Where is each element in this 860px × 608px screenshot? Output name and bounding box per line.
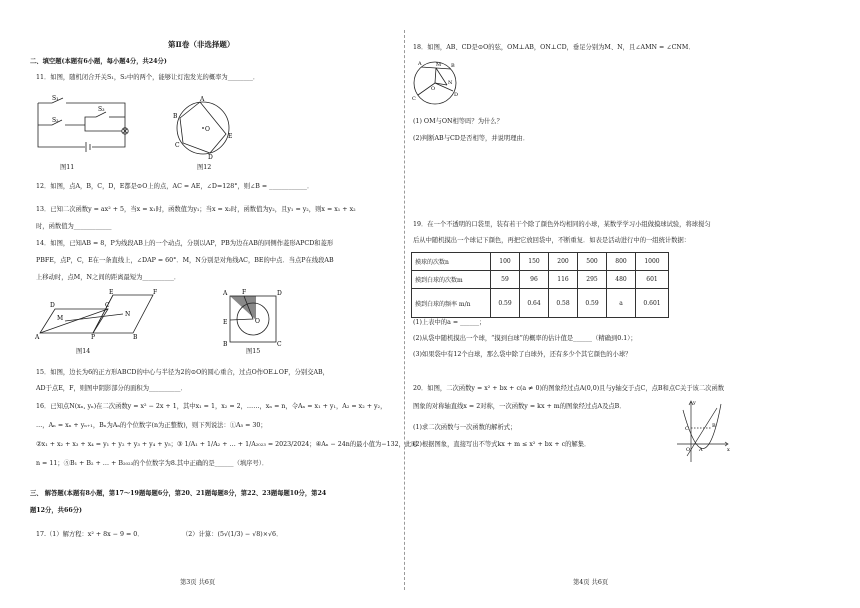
c-label: C — [175, 142, 180, 149]
right-page — [405, 0, 860, 608]
question-20-line1: 20．如图，二次函数y = x² + bx + c(a ≠ 0)的图象经过点A(0,0)且与y轴交于点C，点B和点C关于该二次函数 — [413, 385, 725, 392]
question-18: 18．如图，AB、CD是⊙O的弦，OM⊥AB，ON⊥CD，垂足分别为M、N，且∠AMN = ∠CNM． — [413, 44, 695, 51]
figure-20-graph — [675, 398, 731, 464]
figure-11-circuit — [30, 95, 140, 155]
row-label-frequency: 摸到白球的频率 m/n — [412, 289, 491, 318]
c-label: C — [412, 96, 416, 102]
x-label: x — [727, 447, 730, 453]
d-label: D — [208, 154, 213, 161]
left-page — [0, 0, 418, 608]
table-cell: 0.64 — [520, 289, 549, 318]
m-label: M — [436, 62, 442, 68]
o-label: O — [255, 318, 260, 325]
table-cell: 96 — [520, 271, 549, 289]
a-label: A — [418, 61, 422, 67]
o-label: O — [686, 447, 691, 453]
b-label: B — [133, 334, 138, 341]
p-label: P — [91, 334, 96, 341]
figure-12-caption: 图12 — [197, 164, 212, 171]
question-13-line1: 13．已知二次函数y = ax² + 5，当x = x₁时，函数值为y₁；当x = x₂时，函数值为y₂，且y₁ = y₂，则x = x₁ + x₂ — [36, 206, 356, 213]
question-17-part2: （2）计算：(5√(1/3) − √8)×√6． — [182, 531, 283, 538]
right-page-footer: 第4页 共6页 — [573, 579, 609, 586]
table-cell: 480 — [607, 271, 636, 289]
s3-label: S₃ — [98, 106, 105, 113]
question-20-sub2: (2)根据图象，直接写出不等式kx + m ≤ x² + bx + c的解集． — [413, 441, 591, 448]
question-18-sub1: (1) OM与ON相等吗？为什么？ — [413, 118, 503, 125]
s1-label: S₁ — [52, 95, 59, 102]
section-heading: 第Ⅱ卷（非选择题） — [168, 40, 235, 49]
question-16-line4: n = 11；⑤B₁ + B₂ + … + B₂₀₂₃的个位数字为8.其中正确的是______（填序号）． — [36, 460, 269, 467]
o-label: O — [431, 86, 436, 92]
c-label: C — [685, 426, 689, 432]
table-cell: 0.601 — [636, 289, 669, 318]
a-label: A — [200, 96, 205, 103]
f-label: F — [242, 289, 247, 296]
question-15-line1: 15．如图，边长为6的正方形ABCD的中心与半径为2的⊙O的圆心重合，过点O作OE⊥OF，分别交AB， — [36, 369, 329, 376]
question-14-line3: 上移动时，点M，N之间的距离最短为__________． — [36, 274, 181, 281]
table-cell: a — [607, 289, 636, 318]
n-label: N — [125, 311, 131, 318]
a-label: A — [699, 447, 703, 453]
table-cell: 295 — [578, 271, 607, 289]
figure-14-caption: 图14 — [76, 348, 91, 355]
question-14-line1: 14．如图，已知AB = 8，P为线段AB上的一个动点，分别以AP，PB为边在AB的同侧作菱形APCD和菱形 — [36, 240, 334, 247]
c-label: C — [277, 341, 282, 348]
part2-title: 二、填空题(本题有6小题，每小题4分，共24分) — [30, 58, 167, 65]
question-12: 12．如图，点A，B，C，D，E都是⊙O上的点，AC = AE，∠D=128°，则∠B = ____________． — [36, 183, 314, 190]
part3-title-line2: 题12分，共66分) — [30, 507, 82, 514]
question-15-line2: AD于点E，F，则图中阴影部分的面积为__________． — [36, 385, 187, 392]
e-label: E — [223, 319, 228, 326]
f-label: F — [153, 289, 158, 296]
question-17-part1: 17.（1）解方程：x² + 8x − 9 = 0． — [36, 531, 144, 538]
y-label: y — [693, 400, 696, 406]
figure-18-circle — [411, 57, 461, 109]
question-16-line2: …，Aₙ = xₙ + yₙ₊₁，Bₙ为Aₙ的个位数字(n为正整数)，则下列说法：①A₅ = 30； — [36, 422, 267, 429]
e-label: E — [228, 133, 233, 140]
question-14-line2: PBFE，点P，C，E在一条直线上，∠DAP = 60°．M，N分别是对角线AC，BE的中点．当点P在线段AB — [36, 257, 334, 264]
part3-title-line1: 三、 解答题(本题有8小题，第17～19题每题6分，第20、21题每题8分，第22、23题每题10分，第24 — [30, 490, 327, 497]
question-19-line2: 后从中随机摸出一个球记下颜色，再把它放回袋中，不断重复．如表是活动进行中的一组统计数据： — [413, 237, 691, 244]
question-11: 11．如图，随机闭合开关S₁，S₂中的两个，能够让灯泡发光的概率为________． — [36, 74, 260, 81]
table-cell: 0.59 — [491, 289, 520, 318]
table-row — [412, 289, 669, 318]
table-cell: 800 — [607, 253, 636, 271]
table-cell: 100 — [491, 253, 520, 271]
question-16-line3: ②x₁ + x₂ + x₃ + x₄ = y₁ + y₂ + y₃ + y₄ + y₅；③ 1/A₁ + 1/A₂ + … + 1/A₂₀₂₃ = 2023/2024；④Aₙ − 24n的最小值为−132，此时 — [36, 441, 418, 448]
a-label: A — [223, 290, 228, 297]
n-label: N — [448, 80, 453, 86]
b-label: B — [712, 423, 716, 429]
question-19-line1: 19．在一个不透明的口袋里，装有若干个除了颜色外均相同的小球，某数学学习小组做摸球试验，将球搅匀 — [413, 221, 711, 228]
table-cell: 500 — [578, 253, 607, 271]
d-label: D — [277, 290, 282, 297]
figure-15-square-circle — [222, 289, 284, 348]
question-19-sub3: (3)如果袋中有12个白球，那么袋中除了白球外，还有多少个其它颜色的小球？ — [413, 351, 632, 358]
row-label-white: 摸到白球的次数m — [412, 271, 491, 289]
question-18-sub2: (2)判断AB与CD是否相等，并说明理由． — [413, 135, 530, 142]
table-cell: 59 — [491, 271, 520, 289]
b-label: B — [223, 341, 228, 348]
table-cell: 601 — [636, 271, 669, 289]
figure-14-rhombi — [35, 289, 160, 339]
table-cell: 200 — [549, 253, 578, 271]
a-label: A — [35, 334, 40, 341]
o-label: O — [205, 126, 210, 133]
table-row — [412, 271, 669, 289]
b-label: B — [173, 113, 178, 120]
frequency-table — [411, 252, 669, 318]
figure-11-caption: 图11 — [60, 164, 75, 171]
question-19-sub2: (2)从袋中随机摸出一个球，“摸到白球”的概率的估计值是______（精确到0.1）； — [413, 335, 637, 342]
figure-15-caption: 图15 — [246, 348, 261, 355]
d-label: D — [454, 92, 459, 98]
m-label: M — [57, 315, 64, 322]
b-label: B — [451, 63, 455, 69]
question-19-sub1: (1)上表中的a = ______； — [413, 319, 486, 326]
table-row — [412, 253, 669, 271]
left-page-footer: 第3页 共6页 — [180, 579, 216, 586]
table-cell: 1000 — [636, 253, 669, 271]
question-20-line2: 图象的对称轴直线x = 2对称，一次函数y = kx + m的图象经过点A及点B． — [413, 403, 626, 410]
table-cell: 0.59 — [578, 289, 607, 318]
question-20-sub1: (1)求二次函数与一次函数的解析式； — [413, 424, 517, 431]
e-label: E — [109, 289, 114, 296]
figure-12-circle — [170, 96, 240, 161]
table-cell: 116 — [549, 271, 578, 289]
d-label: D — [50, 302, 55, 309]
table-cell: 0.58 — [549, 289, 578, 318]
question-16-line1: 16．已知点N(xₙ, yₙ)在二次函数y = x² − 2x + 1，其中x₁ = 1，x₂ = 2，……，xₙ = n，令Aₙ = x₁ + y₁，A₂ = x₂ + y₂， — [36, 403, 387, 410]
table-cell: 150 — [520, 253, 549, 271]
c-label: C — [105, 302, 110, 309]
question-13-line2: 时，函数值为____________ — [36, 223, 112, 230]
row-label-trials: 摸球的次数n — [412, 253, 491, 271]
s2-label: S₂ — [52, 117, 59, 124]
